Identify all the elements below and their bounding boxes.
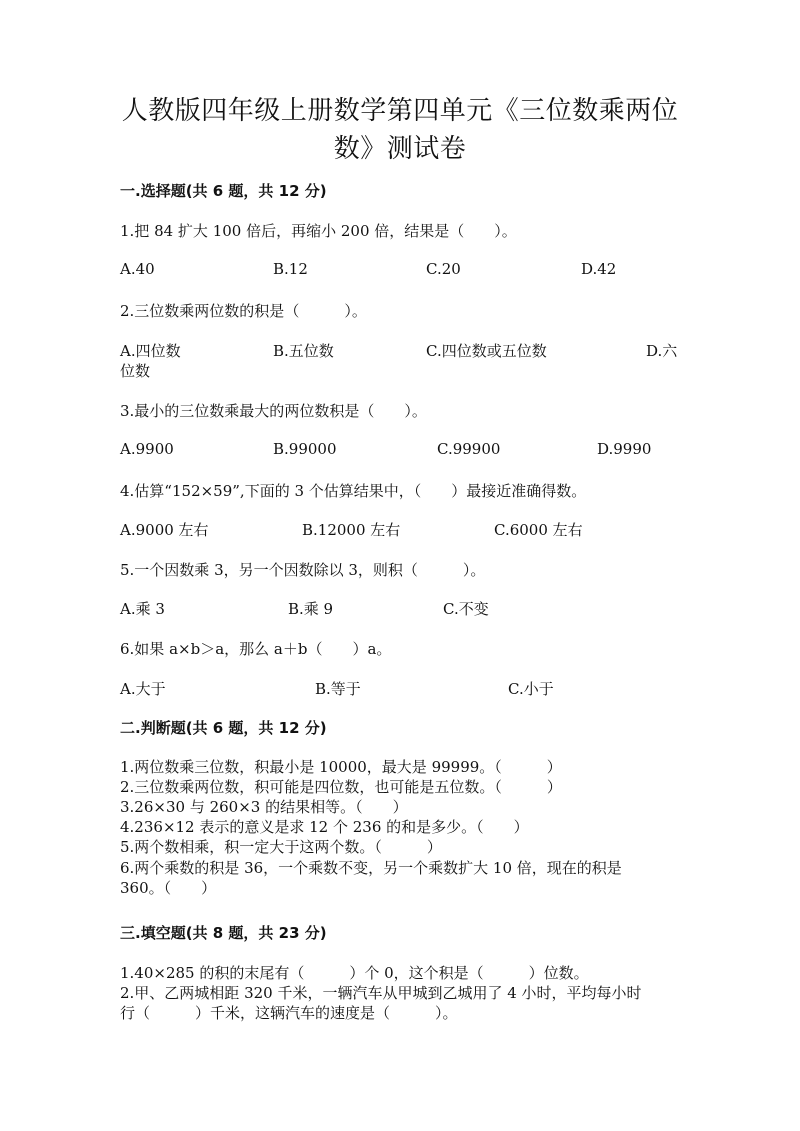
option-a: A.9900: [120, 440, 174, 458]
title-line-1: 人教版四年级上册数学第四单元《三位数乘两位: [121, 96, 679, 126]
option-d: D.六: [646, 342, 678, 360]
question-4: 4.估算“152×59”,下面的 3 个估算结果中，（ ）最接近准确得数。: [120, 482, 587, 500]
question-2: 2.三位数乘两位数的积是（ ）。: [120, 302, 367, 320]
section-heading-judge: 二.判断题(共 6 题，共 12 分): [120, 719, 327, 737]
section-heading-choice: 一.选择题(共 6 题，共 12 分): [120, 182, 327, 200]
option-c: C.99900: [437, 440, 501, 458]
option-b: B.99000: [273, 440, 337, 458]
judge-item: 1.两位数乘三位数，积最小是 10000，最大是 99999。（ ）: [120, 758, 562, 776]
option-d: D.42: [581, 260, 617, 278]
option-a: A.乘 3: [120, 600, 165, 618]
question-6: 6.如果 a×b＞a，那么 a＋b（ ）a。: [120, 640, 392, 658]
fill-item: 1.40×285 的积的末尾有（ ）个 0，这个积是（ ）位数。: [120, 964, 589, 982]
option-b: B.五位数: [273, 342, 334, 360]
option-d: D.9990: [597, 440, 652, 458]
option-a: A.大于: [120, 680, 166, 698]
question-3: 3.最小的三位数乘最大的两位数积是（ ）。: [120, 402, 427, 420]
title-line-2: 数》测试卷: [333, 134, 467, 164]
option-c: C.6000 左右: [494, 521, 583, 539]
option-b: B.等于: [315, 680, 361, 698]
section-heading-fill: 三.填空题(共 8 题，共 23 分): [120, 924, 327, 942]
question-1: 1.把 84 扩大 100 倍后，再缩小 200 倍，结果是（ ）。: [120, 222, 517, 240]
option-b: B.12000 左右: [302, 521, 401, 539]
judge-item: 6.两个乘数的积是 36，一个乘数不变，另一个乘数扩大 10 倍，现在的积是: [120, 859, 622, 877]
fill-item-wrap: 行（ ）千米，这辆汽车的速度是（ ）。: [120, 1004, 458, 1022]
judge-item: 2.三位数乘两位数，积可能是四位数，也可能是五位数。（ ）: [120, 778, 562, 796]
option-a: A.9000 左右: [120, 521, 209, 539]
option-c: C.小于: [508, 680, 554, 698]
page-title: [100, 92, 700, 168]
judge-item: 3.26×30 与 260×3 的结果相等。（ ）: [120, 798, 408, 816]
question-5: 5.一个因数乘 3，另一个因数除以 3，则积（ ）。: [120, 561, 486, 579]
option-c: C.20: [426, 260, 461, 278]
option-a: A.四位数: [120, 342, 181, 360]
judge-item: 5.两个数相乘，积一定大于这两个数。（ ）: [120, 838, 442, 856]
option-b: B.12: [273, 260, 308, 278]
judge-item-wrap: 360。（ ）: [120, 879, 217, 897]
fill-item: 2.甲、乙两城相距 320 千米，一辆汽车从甲城到乙城用了 4 小时，平均每小时: [120, 984, 642, 1002]
option-c: C.不变: [443, 600, 489, 618]
option-a: A.40: [120, 260, 155, 278]
judge-item: 4.236×12 表示的意义是求 12 个 236 的和是多少。（ ）: [120, 818, 529, 836]
option-c: C.四位数或五位数: [426, 342, 547, 360]
option-d-wrap: 位数: [120, 362, 151, 380]
option-b: B.乘 9: [288, 600, 334, 618]
